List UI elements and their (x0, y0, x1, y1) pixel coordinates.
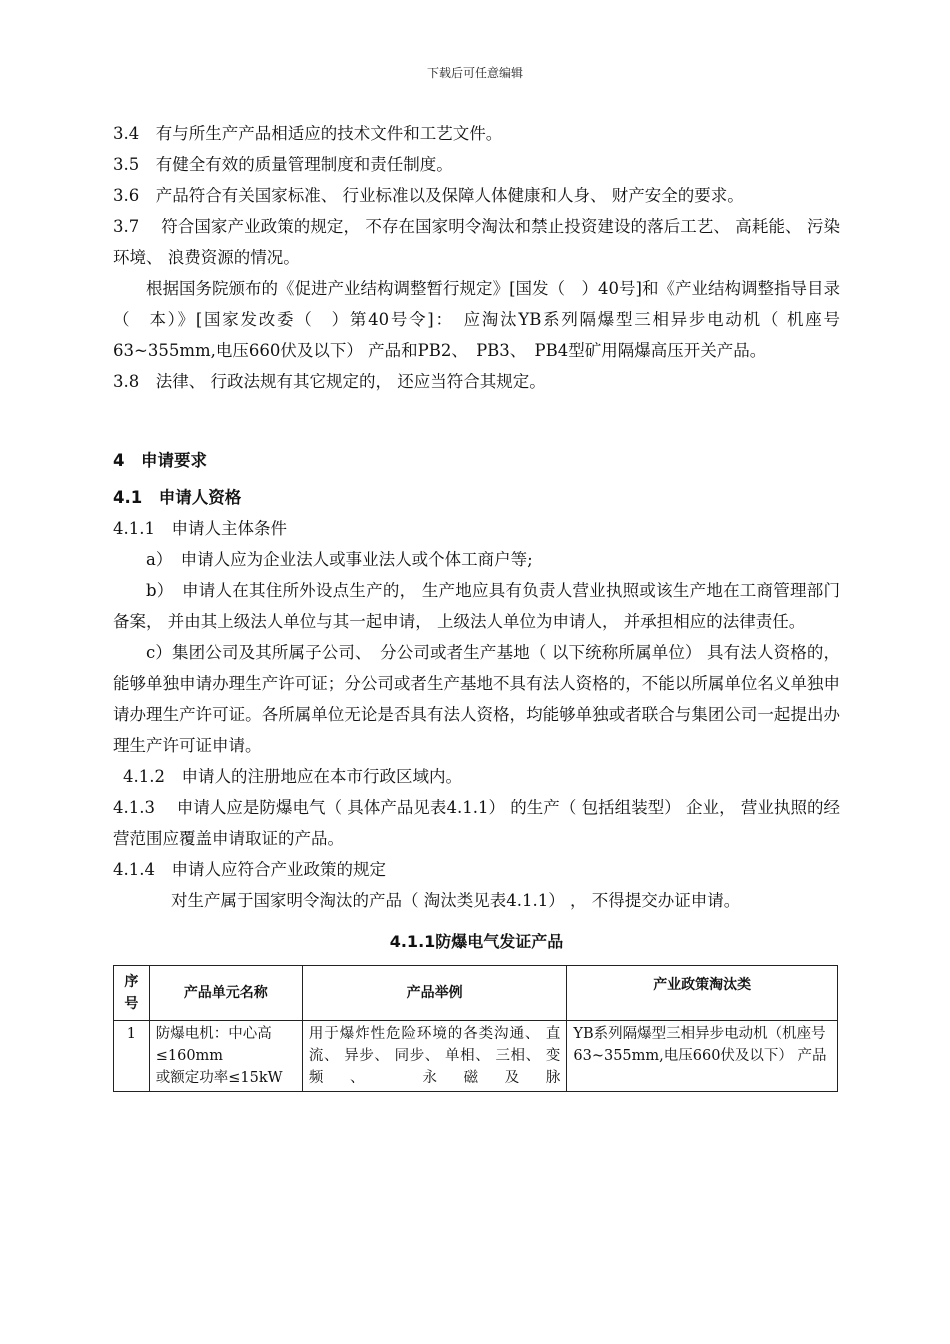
clause-3-8: 3.8 法律、 行政法规有其它规定的， 还应当符合其规定。 (113, 372, 546, 391)
header-example: 产品举例 (302, 966, 566, 1021)
products-table (113, 965, 838, 1092)
header-no: 序号 (114, 966, 150, 1021)
cell-policy: YB系列隔爆型三相异步电动机（机座号63~355mm,电压660伏及以下） 产品 (567, 1021, 838, 1092)
header-name: 产品单元名称 (149, 966, 302, 1021)
section-4-1-title: 4.1 申请人资格 (113, 488, 242, 507)
item-c: c）集团公司及其所属子公司、 分公司或者生产基地（ 以下统称所属单位） 具有法人资格的， 能够单独申请办理生产许可证；分公司或者生产基地不具有法人资格的，不能以所属单位名义单独申请办理生产许可证。各所属单位无论是否具有法人资格，均能够单独或者联合与集团公司一起提出办理生产许可证申请。 (113, 643, 840, 755)
page-header: 下载后可任意编辑 (426, 66, 523, 80)
cell-no: 1 (114, 1021, 150, 1092)
header-policy: 产业政策淘汰类 (567, 966, 838, 1021)
cell-name-line: 或额定功率≤15kW (155, 1070, 283, 1086)
clause-4-1-3: 4.1.3 申请人应是防爆电气（ 具体产品见表4.1.1） 的生产（ 包括组装型） 企业， 营业执照的经营范围应覆盖申请取证的产品。 (113, 798, 840, 848)
clause-3-7: 3.7 符合国家产业政策的规定， 不存在国家明令淘汰和禁止投资建设的落后工艺、 高耗能、 污染环境、 浪费资源的情况。 (113, 217, 840, 267)
clause-4-1-4-text: 对生产属于国家明令淘汰的产品（ 淘汰类见表4.1.1） ， 不得提交办证申请。 (171, 891, 741, 910)
table-title: 4.1.1防爆电气发证产品 (389, 932, 564, 951)
cell-example (302, 1021, 566, 1092)
item-b: b） 申请人在其住所外设点生产的， 生产地应具有负责人营业执照或该生产地在工商管理部门备案， 并由其上级法人单位与其一起申请， 上级法人单位为申请人， 并承担相应的法律责任。 (113, 581, 840, 631)
clause-3-5: 3.5 有健全有效的质量管理制度和责任制度。 (113, 155, 453, 174)
item-a: a） 申请人应为企业法人或事业法人或个体工商户等; (146, 550, 533, 569)
cell-name-line: ≤160mm (155, 1048, 224, 1064)
cell-name-line: 防爆电机：中心高 (155, 1026, 272, 1042)
clause-4-1-4: 4.1.4 申请人应符合产业政策的规定 (113, 860, 386, 879)
cell-example-text: 用于爆炸性危险环境的各类沟通、 直流、 异步、 同步、 单相、 三相、 变频、 永磁及脉 (308, 1026, 561, 1086)
table-row (114, 1021, 838, 1092)
document-body (113, 118, 840, 1092)
cell-name (149, 1021, 302, 1092)
section-4-title: 4 申请要求 (113, 451, 207, 470)
clause-3-4: 3.4 有与所生产产品相适应的技术文件和工艺文件。 (113, 124, 503, 143)
clause-4-1-2: 4.1.2 申请人的注册地应在本市行政区域内。 (123, 767, 462, 786)
clause-3-6: 3.6 产品符合有关国家标准、 行业标准以及保障人体健康和人身、 财产安全的要求。 (113, 186, 744, 205)
clause-4-1-1: 4.1.1 申请人主体条件 (113, 519, 287, 538)
policy-paragraph: 根据国务院颁布的《促进产业结构调整暂行规定》[国发（ ）40号]和《产业结构调整指导目录（ 本）》[国家发改委（ ）第40号令]： 应淘汰YB系列隔爆型三相异步电动机（ 机座号63~355mm,电压660伏及以下） 产品和PB2、 PB3、 PB4型矿用隔爆高压开关产品。 (113, 279, 840, 360)
table-header-row (114, 966, 838, 1021)
